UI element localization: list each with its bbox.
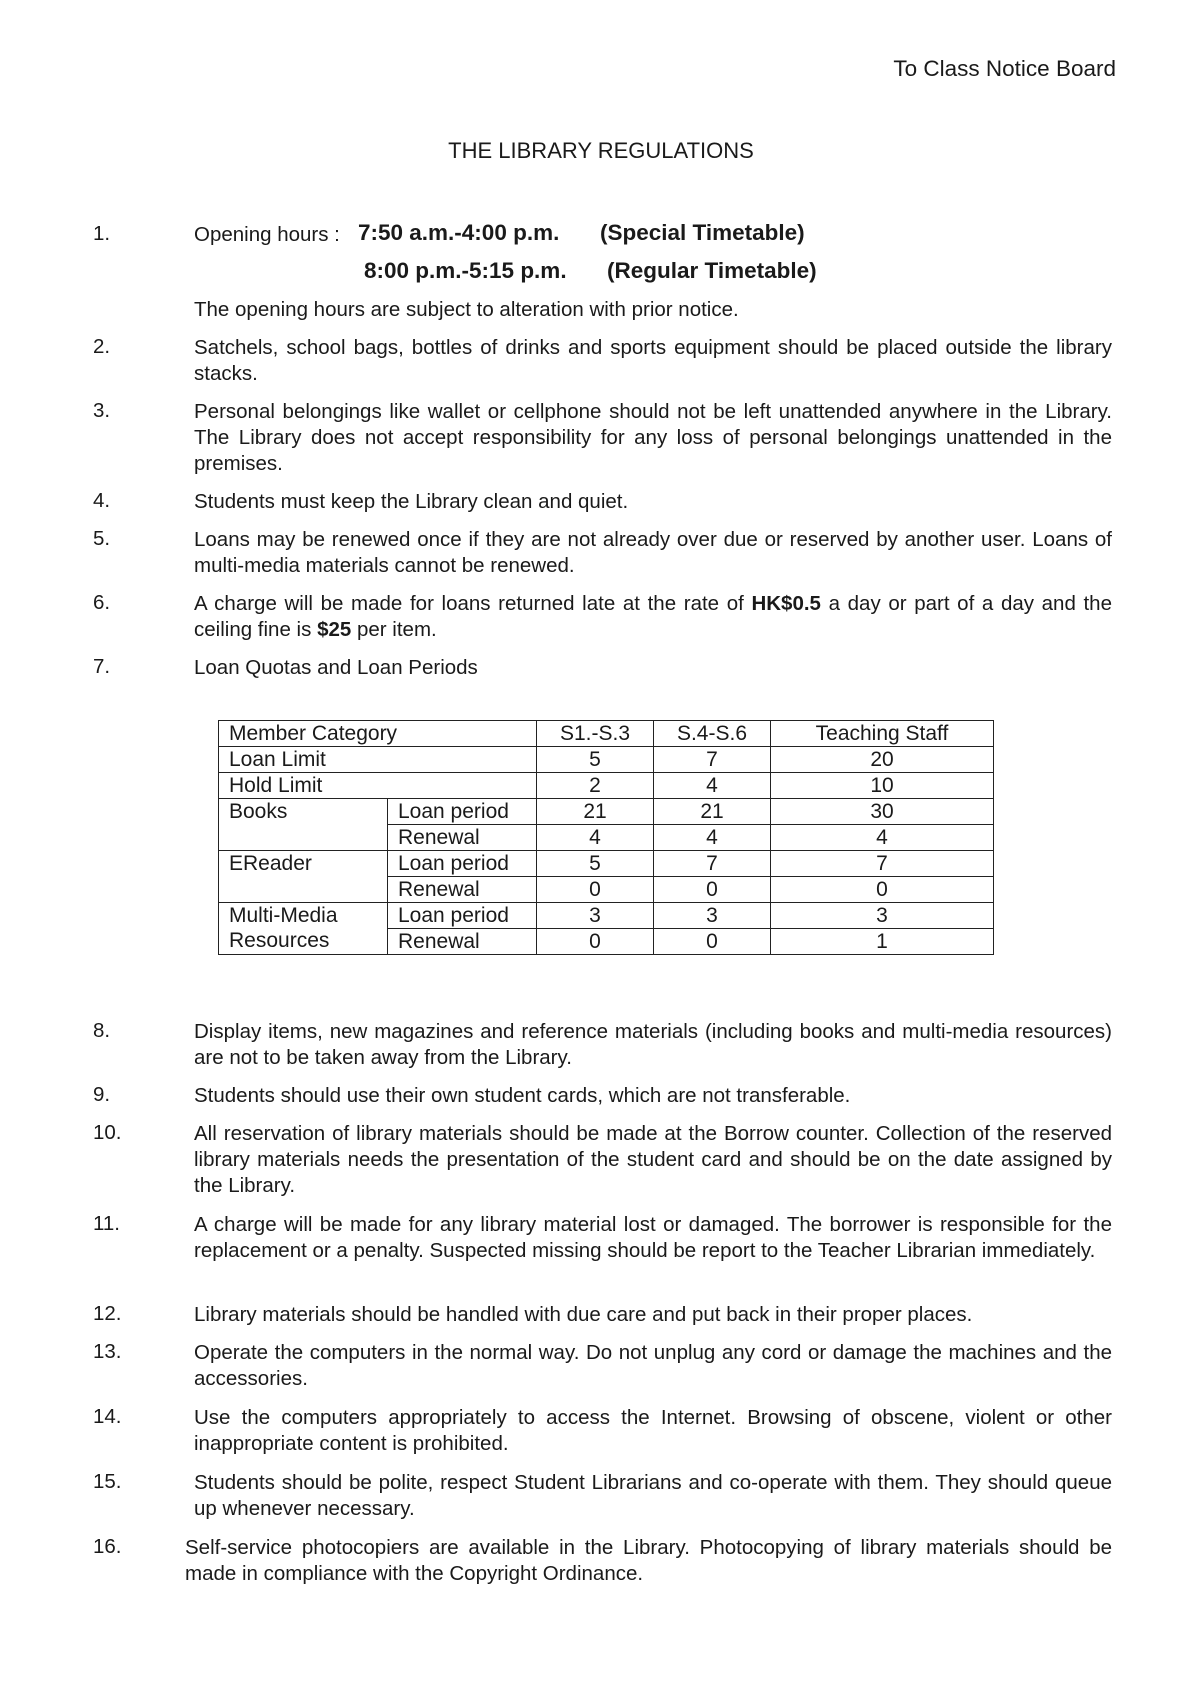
table-cell: 3: [537, 903, 654, 929]
table-cell: 1: [771, 929, 994, 955]
rule-number: 6.: [93, 591, 111, 614]
table-cell: 4: [537, 825, 654, 851]
rule-text: Use the computers appropriately to access the Internet. Browsing of obscene, violent or other inappropriate content is prohibited.: [194, 1406, 1112, 1455]
table-cell: 3: [654, 903, 771, 929]
rule-text: Loans may be renewed once if they are not already over due or reserved by another user. Loans of multi-media materials cannot be renewed.: [194, 528, 1112, 577]
row-label: Loan period: [388, 851, 537, 877]
table-cell: 3: [771, 903, 994, 929]
row-label: Loan period: [388, 903, 537, 929]
table-cell: 0: [771, 877, 994, 903]
header-cell: S1.-S.3: [537, 721, 654, 747]
row-label: Renewal: [388, 929, 537, 955]
table-row: [219, 799, 994, 825]
table-cell: 7: [654, 747, 771, 773]
rule-text: Satchels, school bags, bottles of drinks and sports equipment should be placed outside the library stacks.: [194, 336, 1112, 385]
regular-timetable-note: (Regular Timetable): [607, 258, 817, 283]
rule-number: 4.: [93, 489, 111, 512]
rule-number: 1.: [93, 222, 111, 245]
special-timetable-note: (Special Timetable): [600, 220, 805, 245]
table-cell: 7: [771, 851, 994, 877]
late-rate: HK$0.5: [751, 592, 821, 615]
rule-text: Loan Quotas and Loan Periods: [194, 656, 478, 679]
rule-number: 8.: [93, 1019, 111, 1042]
table-cell: 21: [654, 799, 771, 825]
rule-number: 5.: [93, 527, 111, 550]
table-cell: 21: [537, 799, 654, 825]
rule-text: Students must keep the Library clean and quiet.: [194, 490, 629, 513]
loan-quota-table: [218, 720, 994, 955]
row-label: Renewal: [388, 825, 537, 851]
table-cell: 10: [771, 773, 994, 799]
table-cell: 30: [771, 799, 994, 825]
rule-number: 12.: [93, 1302, 122, 1325]
rule-text: Library materials should be handled with due care and put back in their proper places.: [194, 1303, 973, 1326]
header-cell: Member Category: [219, 721, 537, 747]
rule-text: A charge will be made for any library material lost or damaged. The borrower is responsible for the replacement or a penalty. Suspected missing should be report to the Teacher Librarian immediately.: [194, 1213, 1112, 1262]
row-label: Loan period: [388, 799, 537, 825]
page-title: THE LIBRARY REGULATIONS: [448, 138, 754, 163]
table-cell: 0: [537, 929, 654, 955]
rule-number: 14.: [93, 1405, 122, 1428]
table-cell: 2: [537, 773, 654, 799]
row-label: Renewal: [388, 877, 537, 903]
rule-text: Personal belongings like wallet or cellphone should not be left unattended anywhere in the Library. The Library does not accept responsibility for any loss of personal belongings unattended in the premises.: [194, 400, 1112, 475]
rule-number: 3.: [93, 399, 111, 422]
rule-text: Display items, new magazines and reference materials (including books and multi-media resources) are not to be taken away from the Library.: [194, 1020, 1112, 1069]
ceiling-fine: $25: [317, 618, 352, 641]
rule-text: Operate the computers in the normal way. Do not unplug any cord or damage the machines and the accessories.: [194, 1341, 1112, 1390]
table-cell: 20: [771, 747, 994, 773]
table-cell: 5: [537, 747, 654, 773]
rule-number: 2.: [93, 335, 111, 358]
special-hours: 7:50 a.m.-4:00 p.m.: [358, 220, 560, 245]
rule-text: The opening hours are subject to alteration with prior notice.: [194, 298, 739, 321]
opening-hours-label: Opening hours :: [194, 223, 340, 246]
table-row: [219, 773, 994, 799]
table-header-row: [219, 721, 994, 747]
category-cell: Multi-Media Resources: [219, 903, 388, 955]
rule-text: All reservation of library materials should be made at the Borrow counter. Collection of the reserved library materials needs the presentation of the student card and should be on the date assigned by the Library.: [194, 1122, 1112, 1197]
rule-number: 10.: [93, 1121, 122, 1144]
table-row: [219, 747, 994, 773]
table-cell: 4: [654, 773, 771, 799]
table-row: [219, 903, 994, 929]
table-cell: 0: [537, 877, 654, 903]
table-row: [219, 851, 994, 877]
rule-text: Self-service photocopiers are available in the Library. Photocopying of library materials should be made in compliance with the Copyright Ordinance.: [185, 1536, 1112, 1585]
table-cell: 7: [654, 851, 771, 877]
rule-number: 7.: [93, 655, 111, 678]
table-cell: 0: [654, 877, 771, 903]
category-cell: Books: [219, 799, 388, 851]
rule-number: 9.: [93, 1083, 111, 1106]
rule-text: Students should use their own student cards, which are not transferable.: [194, 1084, 851, 1107]
category-cell: EReader: [219, 851, 388, 903]
rule-number: 16.: [93, 1535, 122, 1558]
table-cell: 4: [654, 825, 771, 851]
rule-number: 13.: [93, 1340, 122, 1363]
rule-number: 15.: [93, 1470, 122, 1493]
table-cell: 4: [771, 825, 994, 851]
table-cell: 0: [654, 929, 771, 955]
notice-label: To Class Notice Board: [893, 56, 1116, 81]
header-cell: Teaching Staff: [771, 721, 994, 747]
regular-hours: 8:00 p.m.-5:15 p.m.: [364, 258, 567, 283]
row-label: Loan Limit: [219, 747, 537, 773]
header-cell: S.4-S.6: [654, 721, 771, 747]
rule-text: Students should be polite, respect Student Librarians and co-operate with them. They should queue up whenever necessary.: [194, 1471, 1112, 1520]
table-cell: 5: [537, 851, 654, 877]
row-label: Hold Limit: [219, 773, 537, 799]
rule-text: A charge will be made for loans returned late at the rate of HK$0.5 a day or part of a day and the ceiling fine is $25 per item.: [194, 592, 1112, 641]
rule-number: 11.: [93, 1212, 120, 1235]
